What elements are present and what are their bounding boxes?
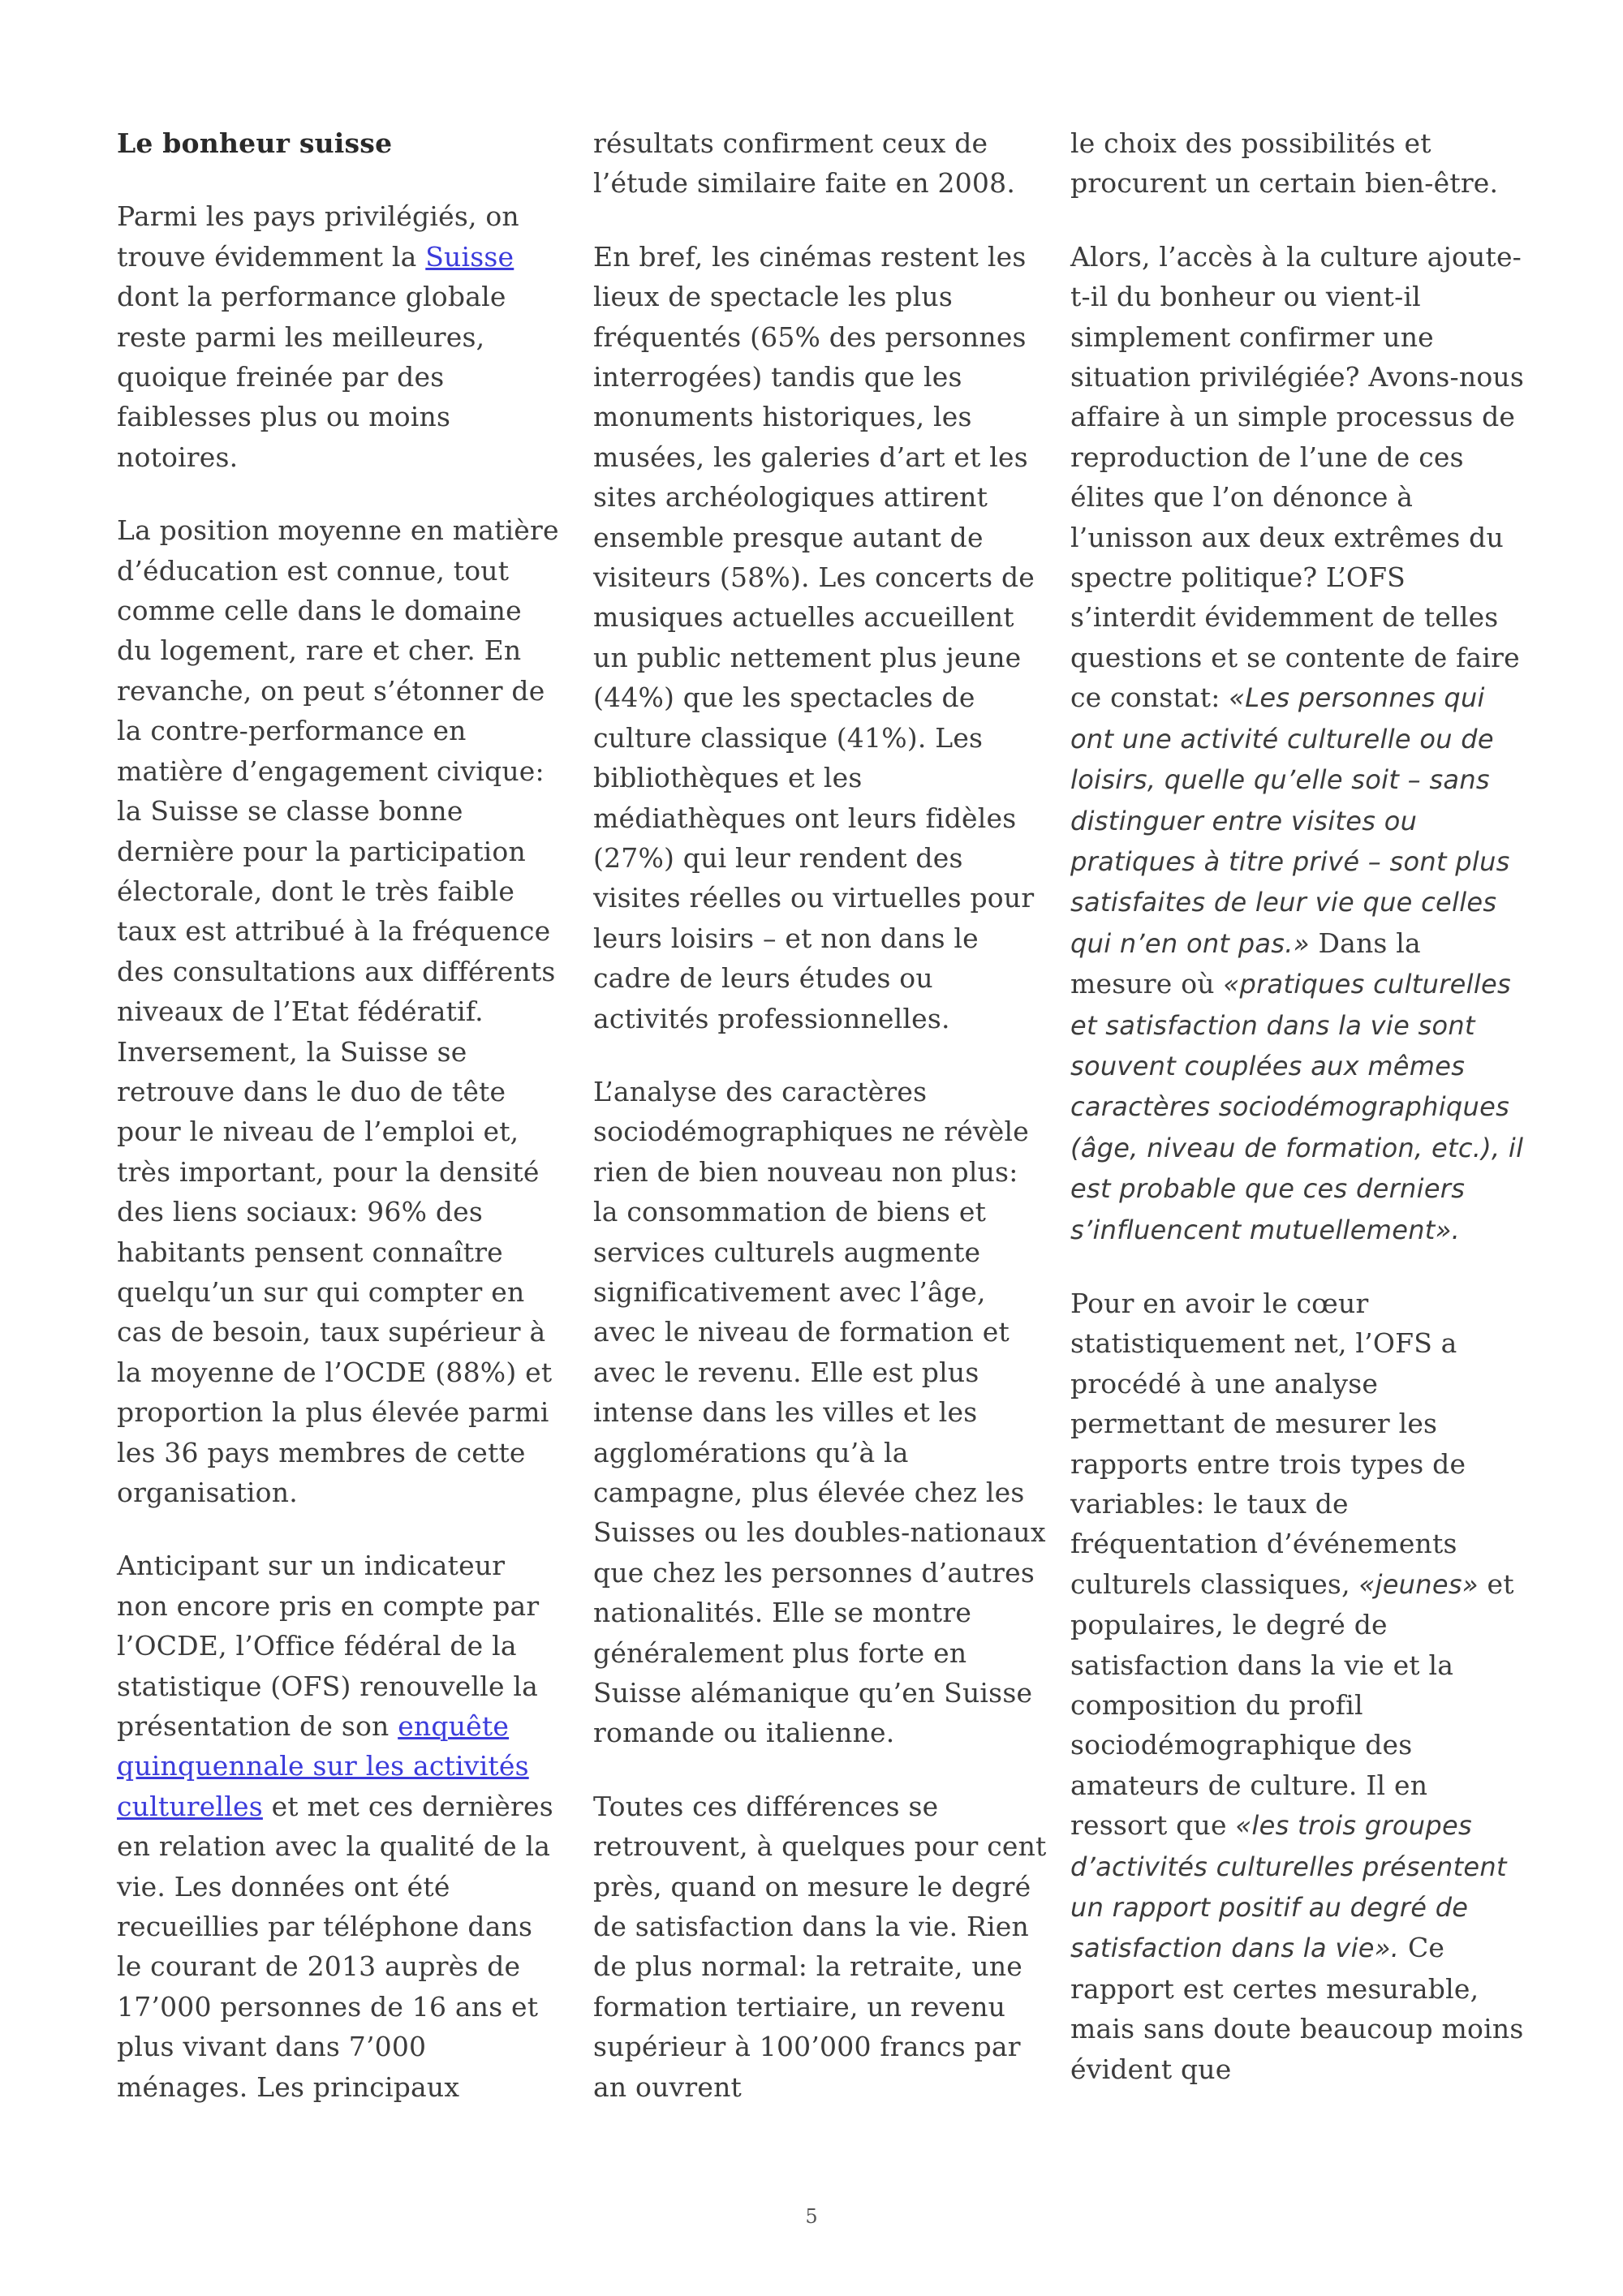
- paragraph: Toutes ces différences se retrouvent, à quelques pour cent près, quand on mesure le degré de satisfaction dans la vie. Rien de plus normal: la retraite, une formation tertiaire, un revenu supérieur à 100’000 francs par an ouvrent: [593, 1790, 1047, 2103]
- text-run: Alors, l’accès à la culture ajoute-t-il du bonheur ou vient-il simplement confirmer une situation privilégiée? Avons-nous affaire à un simple processus de reproduction de l’une de ces élites que l’on dénonce à l’unisson aux deux extrêmes du spectre politique? L’OFS s’interdit évidemment de telles questions et se contente de faire ce constat:: [1070, 240, 1525, 714]
- paragraph: En bref, les cinémas restent les lieux de spectacle les plus fréquentés (65% des personnes interrogées) tandis que les monuments historiques, les musées, les galeries d’art et les sites archéologiques attirent ensemble presque autant de visiteurs (58%). Les concerts de musiques actuelles accueillent un public nettement plus jeune (44%) que les spectacles de culture classique (41%). Les bibliothèques et les médiathèques ont leurs fidèles (27%) qui leur rendent des visites réelles ou virtuelles pour leurs loisirs – et non dans le cadre de leurs études ou activités professionnelles.: [593, 240, 1035, 1034]
- quote: «jeunes»: [1358, 1568, 1479, 1600]
- paragraph: L’analyse des caractères sociodémographiques ne révèle rien de bien nouveau non plus: la consommation de biens et services culturels augmente significativement avec l’âge, avec le niveau de formation et avec le revenu. Elle est plus intense dans les villes et les agglomérations qu’à la campagne, plus élevée chez les Suisses ou les doubles-nationaux que chez les personnes d’autres nationalités. Elle se montre généralement plus forte en Suisse alémanique qu’en Suisse romande ou italienne.: [593, 1075, 1046, 1749]
- paragraph: [1070, 237, 1525, 1250]
- text-run: et met ces dernières en relation avec la qualité de la vie. Les données ont été recueillies par téléphone dans le courant de 2013 auprès de 17’000 personnes de 16 ans et plus vivant dans 7’000 ménages. Les principaux: [117, 1790, 553, 2103]
- text-run: et populaires, le degré de satisfaction dans la vie et la composition du profil sociodémographique des amateurs de culture. Il en ressort que: [1070, 1567, 1514, 1842]
- paragraph: La position moyenne en matière d’éducation est connue, tout comme celle dans le domaine du logement, rare et cher. En revanche, on peut s’étonner de la contre-performance en matière d’engagement civique: la Suisse se classe bonne dernière pour la participation électorale, dont le très faible taux est attribué à la fréquence des consultations aux différents niveaux de l’Etat fédératif. Inversement, la Suisse se retrouve dans le duo de tête pour le niveau de l’emploi et, très important, pour la densité des liens sociaux: 96% des habitants pensent connaître quelqu’un sur qui compter en cas de besoin, taux supérieur à la moyenne de l’OCDE (88%) et proportion la plus élevée parmi les 36 pays membres de cette organisation.: [117, 514, 559, 1508]
- link-enquete-quinquennale[interactable]: enquête quinquennale sur les activités culturelles: [117, 1710, 529, 1822]
- paragraph: [1070, 1283, 1525, 2089]
- article-title: Le bonheur suisse: [117, 127, 393, 159]
- column-2: [593, 123, 1048, 2140]
- link-suisse[interactable]: Suisse: [425, 240, 514, 273]
- column-1: [117, 123, 563, 2140]
- quote: «les trois groupes d’activités culturelles présentent un rapport positif au degré de satisfaction dans la vie».: [1070, 1810, 1507, 1964]
- text-run: dont la performance globale reste parmi les meilleures, quoique freinée par des faiblesses plus ou moins notoires.: [117, 281, 506, 473]
- paragraph: [117, 1546, 563, 2107]
- paragraph: le choix des possibilités et procurent un certain bien-être.: [1070, 127, 1499, 200]
- quote: «Les personnes qui ont une activité culturelle ou de loisirs, quelle qu’elle soit – sans distinguer entre visites ou pratiques à titre privé – sont plus satisfaites de leur vie que celles qui n’en ont pas.»: [1070, 682, 1510, 959]
- text-run: Dans la mesure où: [1070, 927, 1421, 1000]
- quote: «pratiques culturelles et satisfaction dans la vie sont souvent couplées aux mêmes caractères sociodémographiques (âge, niveau de formation, etc.), il est probable que ces derniers s’influencent mutuellement».: [1070, 969, 1524, 1245]
- paragraph: [117, 196, 563, 477]
- text-run: Parmi les pays privilégiés, on trouve évidemment la: [117, 200, 519, 273]
- page-number: 5: [805, 2205, 818, 2228]
- text-run: Anticipant sur un indicateur non encore pris en compte par l’OCDE, l’Office fédéral de la statistique (OFS) renouvelle la présentation de son: [117, 1550, 540, 1743]
- paragraph: résultats confirment ceux de l’étude similaire faite en 2008.: [593, 127, 1016, 200]
- text-run: Pour en avoir le cœur statistiquement net, l’OFS a procédé à une analyse permettant de mesurer les rapports entre trois types de variables: le taux de fréquentation d’événements culturels classiques,: [1070, 1287, 1466, 1600]
- text-run: Ce rapport est certes mesurable, mais sans doute beaucoup moins évident que: [1070, 1932, 1524, 2085]
- column-3: [1070, 123, 1525, 2122]
